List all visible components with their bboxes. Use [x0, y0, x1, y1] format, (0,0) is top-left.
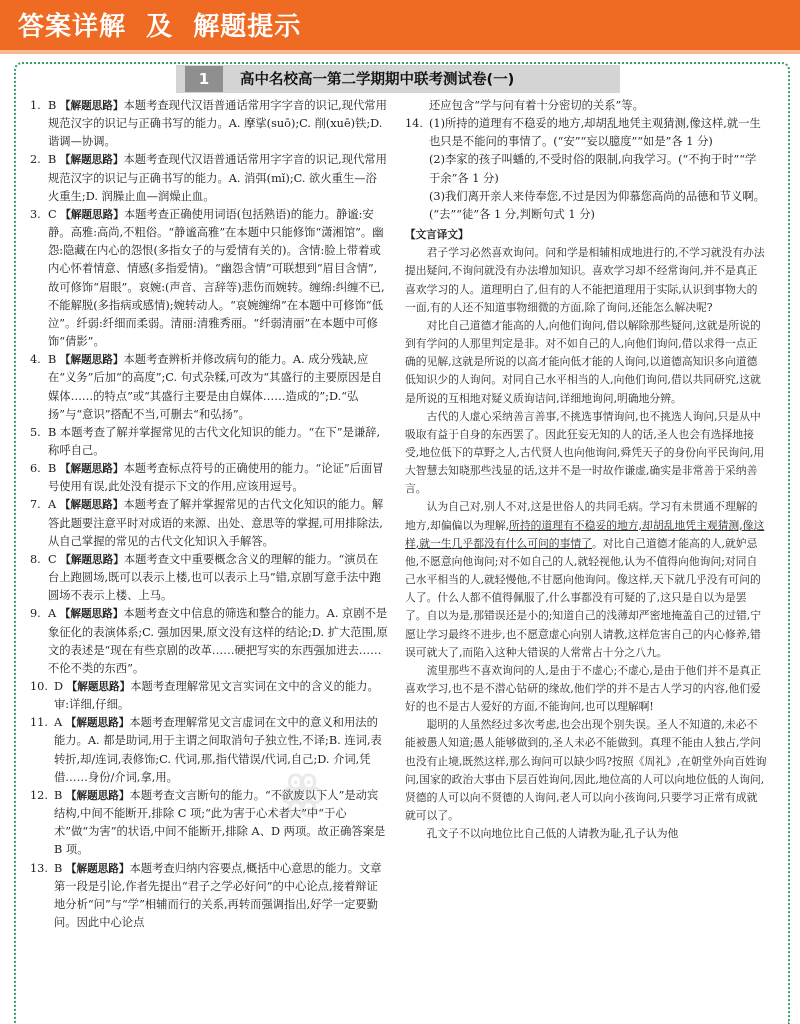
watermark-logo: ꙮ	[280, 765, 327, 819]
item-number: 8.	[30, 552, 41, 566]
item-answer: C	[48, 207, 57, 221]
translation-paragraph: 孔文子不以向地位比自己低的人请教为耻,孔子认为他	[426, 827, 679, 841]
item-answer: B	[48, 425, 57, 439]
item-answer: B	[54, 861, 63, 875]
item-text: 本题考查理解常见文言虚词在文中的意义和用法的能力。A. 都是助词,用于主谓之间取消句子独立性,不译;B. 连词,表转折,却/连词,表修饰;C. 代词,那,指代错误/代词,自己;D. 介词,凭借……身份/介词,拿,用。	[54, 716, 382, 784]
translation-body	[405, 244, 767, 843]
paper-number-badge: 1	[185, 66, 223, 92]
answer-item-1	[30, 97, 388, 151]
item-number: 5.	[30, 425, 41, 439]
translation-text: 认为自己对,别人不对,这是世俗人的共同毛病。学习有未贯通不理解的地方,却偏偏以为理解,	[405, 500, 758, 532]
item-answer: A	[48, 607, 57, 621]
item-answer: A	[54, 716, 63, 730]
paper-title: 高中名校高一第二学期期中联考测试卷(一)	[240, 72, 515, 88]
item-tag: 【解题思路】	[65, 789, 130, 802]
item-answer: B	[54, 788, 63, 802]
item-tag: 【解题思路】	[59, 154, 124, 167]
item-text: 本题考查了解并掌握常见的古代文化知识的能力。解答此题要注意平时对成语的来源、出处、意思等的掌握,可用排除法,从自己掌握的常见的古代文化知识入手解答。	[48, 498, 384, 548]
right-column	[405, 97, 767, 843]
item-text: 本题考查现代汉语普通话常用字字音的识记,现代常用规范汉字的识记与正确书写的能力。A. 消弭(mǐ);C. 欲火重生—浴火重生;D. 润臊止血—润燥止血。	[48, 153, 387, 203]
item-tag: 【解题思路】	[59, 608, 124, 621]
item-tag: 【解题思路】	[59, 354, 124, 367]
item-answer: B	[48, 99, 57, 112]
item-tag: 【解题思路】	[66, 681, 131, 693]
item-number: 14.	[405, 117, 423, 131]
section-header-title: 答案详解 及 解题提示	[18, 12, 302, 42]
item-tag: 【解题思路】	[59, 100, 124, 112]
item-number: 3.	[30, 207, 41, 221]
answer-item-14	[405, 115, 767, 224]
item-number: 13.	[30, 861, 48, 875]
answer-item-13	[30, 860, 388, 933]
item-answer: A	[48, 498, 57, 512]
answer-item-4	[30, 351, 388, 424]
item-number: 7.	[30, 498, 41, 512]
item-tag: 【解题思路】	[60, 208, 124, 221]
item-text: 还应包含“学与问有着十分密切的关系”等。	[429, 99, 644, 112]
answer-item-11	[30, 714, 388, 787]
answer-item-5	[30, 424, 388, 460]
left-column	[30, 97, 388, 932]
answer-14-part-1: (1)所持的道理有不稳妥的地方,却胡乱地凭主观猜测,像这样,就一生也只是不能问的事情了。(“安”“妄以臆度”“如是”各 1 分)	[429, 117, 761, 149]
answer-item-2	[30, 151, 388, 205]
item-tag: 【解题思路】	[65, 717, 130, 730]
item-number: 2.	[30, 153, 41, 167]
item-number: 11.	[30, 716, 48, 730]
item-text: 本题考查文言断句的能力。“不欲废以下人”是动宾结构,中间不能断开,排除 C 项;“此为害于心术者大”中“于心术”做“为害”的状语,中间不能断开,排除 A、D 两项。故正确答案是 B 项。	[54, 788, 386, 857]
answer-item-8	[30, 551, 388, 605]
section-header	[0, 0, 800, 50]
item-answer: C	[48, 552, 57, 566]
item-answer: B	[48, 153, 57, 167]
answer-item-10	[30, 678, 388, 714]
translation-paragraph: 古代的人虚心采纳善言善事,不挑选事情询问,也不挑选人询问,只是从中吸取有益于自身的东西罢了。因此狂妄无知的人的话,圣人也会有选择地接受,地位低下的草野之人,古代贤人也向他询问,舜凭天子的身份向平民询问,用大智慧去知晓那些浅显的话,这并不是一时故作谦虚,确实是非常善于采纳善言。	[405, 409, 765, 496]
translation-heading: 【文言译文】	[405, 229, 469, 242]
item-text: 本题考查理解常见文言实词在文中的含义的能力。审:详细,仔细。	[54, 680, 379, 712]
translation-paragraph: 聪明的人虽然经过多次考虑,也会出现个别失误。圣人不知道的,未必不能被愚人知道;愚人能够做到的,圣人未必不能做到。真理不能由人独占,学问也没有止境,既然这样,那么询问可以缺少吗?按照《周礼》,在朝堂外向百姓询问,国家的政治大事由下层百姓询问,因此,地位高的人可以向地位低的人询问,贤德的人可以向不贤德的人询问,老人可以向小孩询问,只要学习正常有成就就可以了。	[405, 718, 767, 823]
item-tag: 【解题思路】	[65, 862, 130, 875]
item-tag: 【解题思路】	[59, 499, 124, 512]
answer-item-9	[30, 605, 388, 678]
answer-item-7	[30, 496, 388, 550]
item-number: 10.	[30, 680, 48, 693]
item-number: 6.	[30, 462, 41, 476]
translation-paragraph: 对比自己道德才能高的人,向他们询问,借以解除那些疑问,这就是所说的到有学问的人那里判定是非。对不如自己的人,向他们询问,借以求得一点正确的见解,这就是所说的以高才能向低才能的人询问,以道德高知识多向道德低知识少的人询问。对同自己水平相当的人,向他们询问,借以共同研究,这就是所说的互相地对疑义质询诘问,详细地询问,明确地分辨。	[405, 318, 761, 405]
item-text: 本题考查了解并掌握常见的古代文化知识的能力。“在下”是谦辞,称呼自己。	[48, 425, 381, 457]
item-number: 9.	[30, 607, 41, 621]
answer-13-continued	[405, 97, 767, 115]
item-answer: D	[54, 680, 64, 693]
answer-14-part-3: (3)我们离开亲人来侍奉您,不过是因为仰慕您高尚的品德和节义啊。(“去”“徒”各 1 分,判断句式 1 分)	[429, 189, 765, 221]
item-text: 本题考查文中重要概念含义的理解的能力。“演员在台上跑圆场,既可以表示上楼,也可以表示上马”错,京剧写意手法中跑圆场不表示上楼、上马。	[48, 552, 381, 603]
item-text: 本题考查归纳内容要点,概括中心意思的能力。文章第一段是引论,作者先提出“君子之学必好问”的中心论点,接着辩证地分析“问”与“学”相辅而行的关系,再转而强调指出,好学一定要勤问。因此中心论点	[54, 861, 382, 930]
translation-text: 。对比自己道德才能高的人,就妒忌他,不愿意向他询问;对不如自己的人,就轻视他,认为不值得向他询问;对同自己水平相当的人,就轻慢他,不甘愿向他询问。像这样,天下就几乎没有可问的人了。什么人都不值得佩服了,什么事都没有可疑的了,这只是自以为是罢了。自以为是,那错误还是小的;知道自己的浅薄却严密地掩盖自己的过错,宁愿让学习最终不进步,也不愿意虚心向别人请教,这样危害自己的内心修养,错误可就大了,而陷入这种大错误的人常常占十分之八九。	[405, 536, 761, 659]
answer-item-6	[30, 460, 388, 496]
item-number: 4.	[30, 353, 41, 367]
answer-item-12	[30, 787, 388, 860]
item-answer: B	[48, 353, 57, 367]
item-tag: 【解题思路】	[60, 553, 124, 566]
item-number: 1.	[30, 99, 41, 112]
item-tag: 【解题思路】	[59, 463, 124, 476]
item-text: 本题考查标点符号的正确使用的能力。“论证”后面冒号使用有误,此处没有提示下文的作用,应该用逗号。	[48, 462, 384, 494]
answer-14-part-2: (2)李家的孩子叫蟠的,不受时俗的限制,向我学习。(“不拘于时”“学于余”各 1 分)	[429, 153, 757, 185]
answer-item-3	[30, 206, 388, 351]
item-number: 12.	[30, 788, 48, 802]
underlined-translation: 所持的道理有不稳妥的地方,却胡乱地凭主观猜测,像这样,就一生几乎都没有什么可问的事情了	[405, 518, 765, 550]
translation-paragraph	[405, 498, 767, 661]
item-text: 本题考查现代汉语普通话常用字字音的识记,现代常用规范汉字的识记与正确书写的能力。A. 摩挲(suō);C. 削(xuē)铁;D. 谐调—协调。	[48, 99, 387, 149]
item-answer: B	[48, 462, 57, 476]
item-text: 本题考查正确使用词语(包括熟语)的能力。静谧:安静。高雅:高尚,不粗俗。“静谧高雅”在本题中只能修饰“潇湘馆”。幽怨:隐藏在内心的怨恨(多指女子的与爱情有关的)。含情:脸上带着或内心怀着情意、情感(多指爱情)。“幽怨含情”可联想到“眉目含情”,故可修饰“眉眼”。哀婉:(声音、言辞等)悲伤而婉转。缠绵:纠缠不已,不能解脱(多指病或感情);婉转动人。“哀婉缠绵”在本题中可修饰“低泣”。纤弱:纤细而柔弱。清丽:清雅秀丽。“纤弱清丽”在本题中可修饰“倩影”。	[48, 207, 385, 349]
translation-paragraph: 君子学习必然喜欢询问。问和学是相辅相成地进行的,不学习就没有办法提出疑问,不询问就没有办法增加知识。喜欢学习却不经常询问,并不是真正喜欢学习的人。道理明白了,但有的人不能把道理用于实际,认识到事物大的一面,有的人还不知道事物细微的方面,除了询问,还能怎么解决呢?	[405, 246, 765, 314]
item-text: 本题考查文中信息的筛选和整合的能力。A. 京剧不是象征化的表演体系;C. 强加因果,原文没有这样的结论;D. 扩大范围,原文的表述是“现在有些京剧的改革……硬把写实的东西强加进去……不伦不类的东西”。	[48, 607, 388, 675]
header-divider	[0, 50, 800, 54]
item-text: 本题考查辨析并修改病句的能力。A. 成分残缺,应在“义务”后加“的高度”;C. 句式杂糅,可改为“其盛行的主要原因是自媒体……的特点”或“其盛行主要是由自媒体……造成的”;D.“弘扬”与“意识”搭配不当,可删去“和弘扬”。	[48, 353, 383, 421]
translation-paragraph: 流里那些不喜欢询问的人,是由于不虚心;不虚心,是由于他们并不是真正喜欢学习,也不是不潜心钻研的缘故,他们学的并不是古人学习的内容,他们爱好的也不是古人爱好的方面,不能询问,也可以理解啊!	[405, 663, 761, 714]
